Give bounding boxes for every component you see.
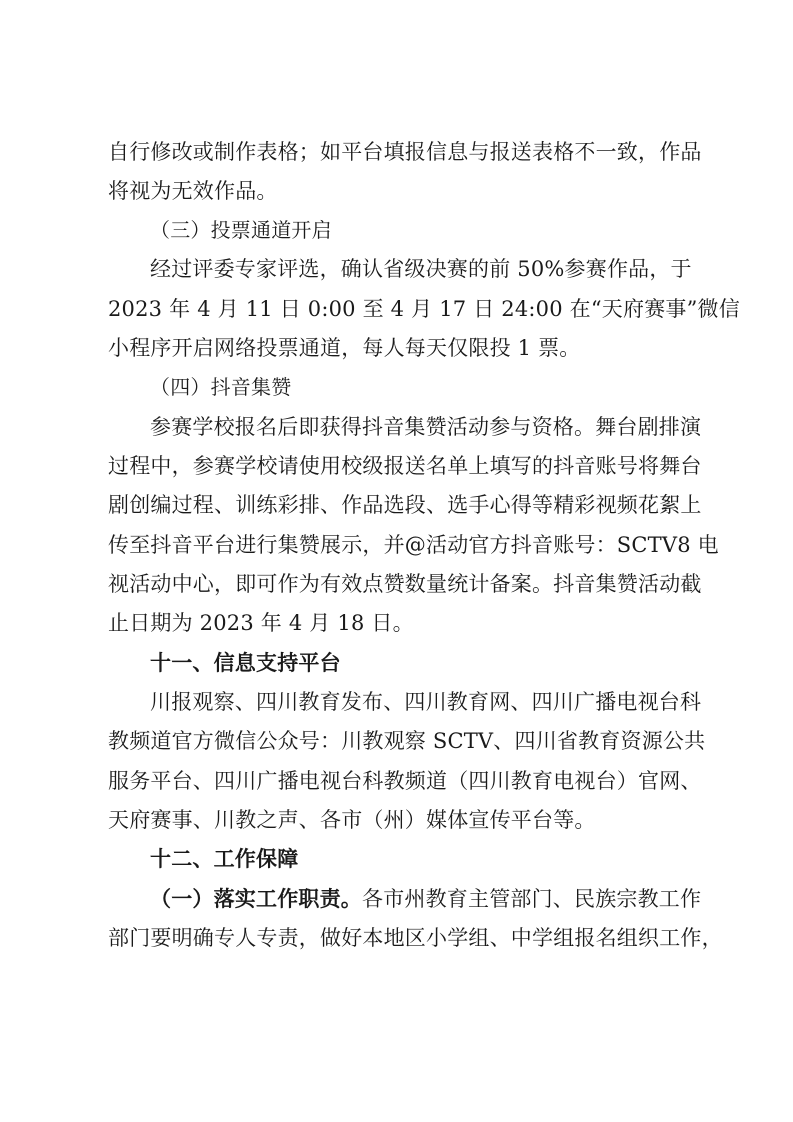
body-text-line: 剧创编过程、训练彩排、作品选段、选手心得等精彩视频花絮上	[108, 493, 702, 517]
body-text-line: 服务平台、四川广播电视台科教频道（四川教育电视台）官网、	[108, 769, 702, 793]
body-text-line: 2023 年 4 月 11 日 0:00 至 4 月 17 日 24:00 在“天府赛事”微信	[108, 297, 740, 321]
section-heading: 十二、工作保障	[150, 847, 299, 871]
section-subheading: （三）投票通道开启	[150, 218, 332, 242]
body-text-line: 教频道官方微信公众号：川教观察 SCTV、四川省教育资源公共	[108, 729, 706, 753]
body-text-line: 天府赛事、川教之声、各市（州）媒体宣传平台等。	[108, 808, 596, 832]
body-text-line: 将视为无效作品。	[108, 179, 278, 203]
body-text-line: 传至抖音平台进行集赞展示，并@活动官方抖音账号：SCTV8 电	[108, 533, 719, 557]
body-text-line: 川报观察、四川教育发布、四川教育网、四川广播电视台科	[150, 690, 702, 714]
section-heading: 十一、信息支持平台	[150, 651, 341, 675]
body-text-line: 部门要明确专人专责，做好本地区小学组、中学组报名组织工作，	[108, 926, 723, 950]
body-text-run: 各市州教育主管部门、民族宗教工作	[362, 887, 702, 911]
body-text-line: 自行修改或制作表格；如平台填报信息与报送表格不一致，作品	[108, 140, 702, 164]
body-text-line: 视活动中心，即可作为有效点赞数量统计备案。抖音集赞活动截	[108, 572, 702, 596]
bold-lead-in: （一）落实工作职责。	[150, 887, 362, 911]
section-subheading: （四）抖音集赞	[150, 375, 292, 399]
body-text-line: 参赛学校报名后即获得抖音集赞活动参与资格。舞台剧排演	[150, 415, 702, 439]
body-text-line: 过程中，参赛学校请使用校级报送名单上填写的抖音账号将舞台	[108, 454, 702, 478]
body-text-line: 经过评委专家评选，确认省级决赛的前 50%参赛作品，于	[150, 257, 692, 281]
body-text-line: 小程序开启网络投票通道，每人每天仅限投 1 票。	[108, 336, 581, 360]
body-text-line-mixed	[150, 885, 702, 913]
body-text-line: 止日期为 2023 年 4 月 18 日。	[108, 611, 414, 635]
